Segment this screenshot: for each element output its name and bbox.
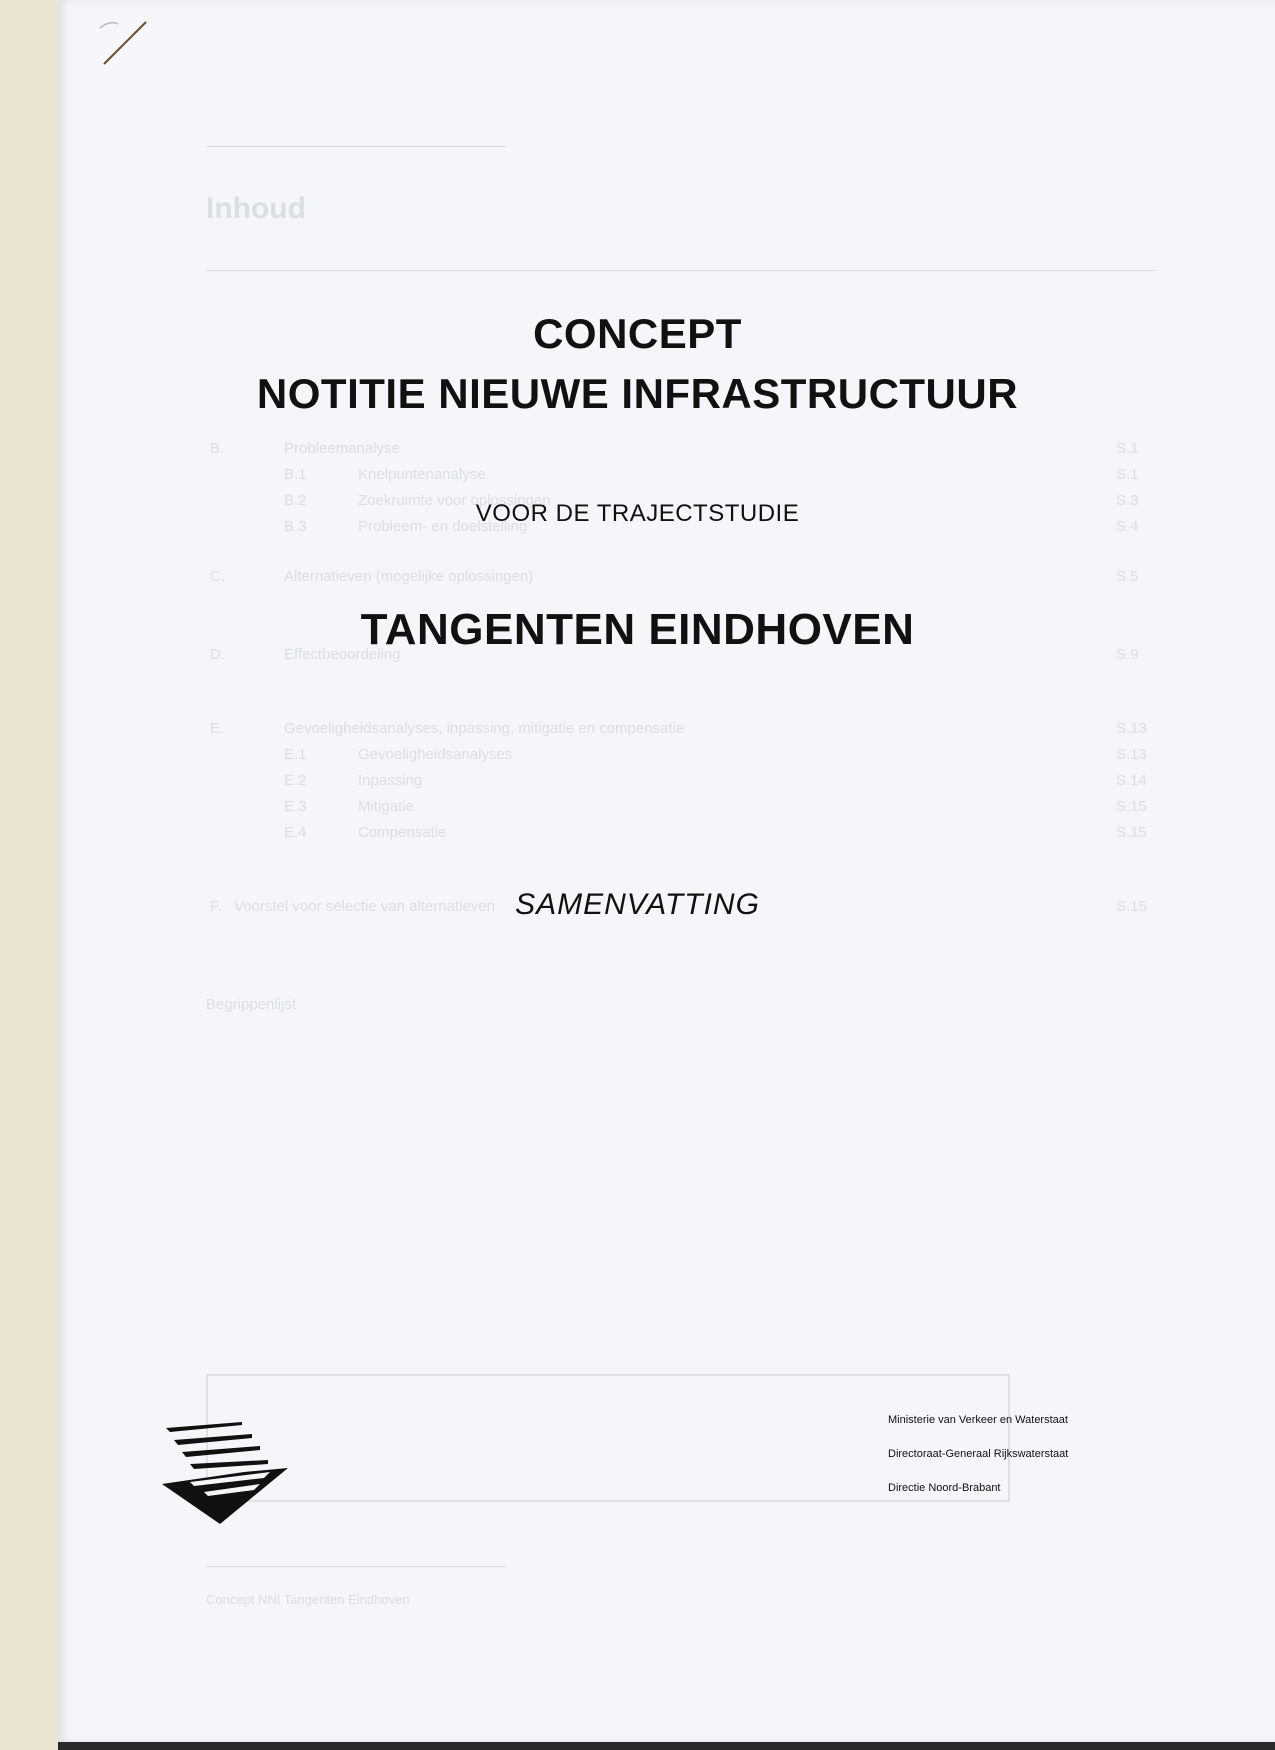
ghost-entry-label: Alternatieven (mogelijke oplossingen) (284, 568, 534, 585)
ghost-entry-label: Gevoeligheidsanalyses, inpassing, mitigatie en compensatie (284, 720, 685, 737)
ghost-entry-label: Voorstel voor selectie van alternatieven (234, 898, 495, 915)
ghost-entry-page: S.1 (1116, 440, 1139, 457)
ghost-glossary: Begrippenlijst (206, 996, 297, 1013)
ghost-entry-page: S.1 (1116, 466, 1139, 483)
page-left-edge (0, 0, 62, 1750)
ghost-entry-label: Effectbeoordeling (284, 646, 401, 663)
ghost-entry-num: E.2 (284, 772, 307, 789)
cover-project-title: TANGENTEN EINDHOVEN (360, 605, 915, 654)
ghost-entry-label: Knelpuntenanalyse (358, 466, 486, 483)
ghost-entry-num: B. (210, 440, 225, 457)
ghost-entry-label: Probleemanalyse (284, 440, 400, 457)
ghost-entry-page: S.5 (1116, 568, 1139, 585)
cover-concept: CONCEPT (533, 310, 742, 357)
ghost-footer: Concept NNI Tangenten Eindhoven (206, 1592, 410, 1607)
ghost-entry-page: S.3 (1116, 492, 1139, 509)
ghost-entry-num: C. (210, 568, 225, 585)
ghost-entry-label: Compensatie (358, 824, 447, 841)
ghost-entry-page: S.15 (1116, 824, 1147, 841)
ghost-rule-bottom (206, 1566, 506, 1567)
ghost-entry-page: S.15 (1116, 898, 1147, 915)
ghost-entry-page: S.15 (1116, 798, 1147, 815)
cover-main-title: NOTITIE NIEUWE INFRASTRUCTUUR (256, 370, 1019, 417)
ghost-entry-page: S.4 (1116, 518, 1139, 535)
ghost-entry-label: Zoekruimte voor oplossingen (358, 492, 551, 509)
ghost-contents-heading: Inhoud (206, 192, 306, 225)
ghost-rule-heading (206, 270, 1156, 271)
ghost-entry-label: Mitigatie (358, 798, 414, 815)
ghost-entry-num: B.3 (284, 518, 307, 535)
ghost-entry-num: B.1 (284, 466, 307, 483)
rijkswaterstaat-logo-icon (160, 1420, 290, 1530)
page-bottom-edge (58, 1742, 1275, 1750)
ghost-entry-num: F. (210, 898, 222, 915)
ghost-rule-top (206, 146, 506, 147)
cover-document-type: SAMENVATTING (515, 888, 760, 921)
ghost-entry-num: D. (210, 646, 225, 663)
ghost-entry-page: S.13 (1116, 720, 1147, 737)
ghost-entry-num: E. (210, 720, 225, 737)
ghost-entry-num: B.2 (284, 492, 307, 509)
directorate-name: Directoraat-Generaal Rijkswaterstaat (888, 1448, 1069, 1460)
ghost-entry-label: Probleem- en doelstelling (358, 518, 528, 535)
department-name: Directie Noord-Brabant (888, 1482, 1001, 1494)
ghost-entry-num: E.1 (284, 746, 307, 763)
ghost-entry-page: S.13 (1116, 746, 1147, 763)
ghost-entry-num: E.4 (284, 824, 307, 841)
ghost-entry-label: Gevoeligheidsanalyses (358, 746, 513, 763)
ministry-name: Ministerie van Verkeer en Waterstaat (888, 1414, 1068, 1426)
ghost-entry-label: Inpassing (358, 772, 423, 789)
ghost-entry-page: S.9 (1116, 646, 1139, 663)
ghost-entry-num: E.3 (284, 798, 307, 815)
ghost-entry-page: S.14 (1116, 772, 1147, 789)
cover-subtitle: VOOR DE TRAJECTSTUDIE (475, 500, 800, 527)
pen-mark-icon (96, 18, 156, 68)
